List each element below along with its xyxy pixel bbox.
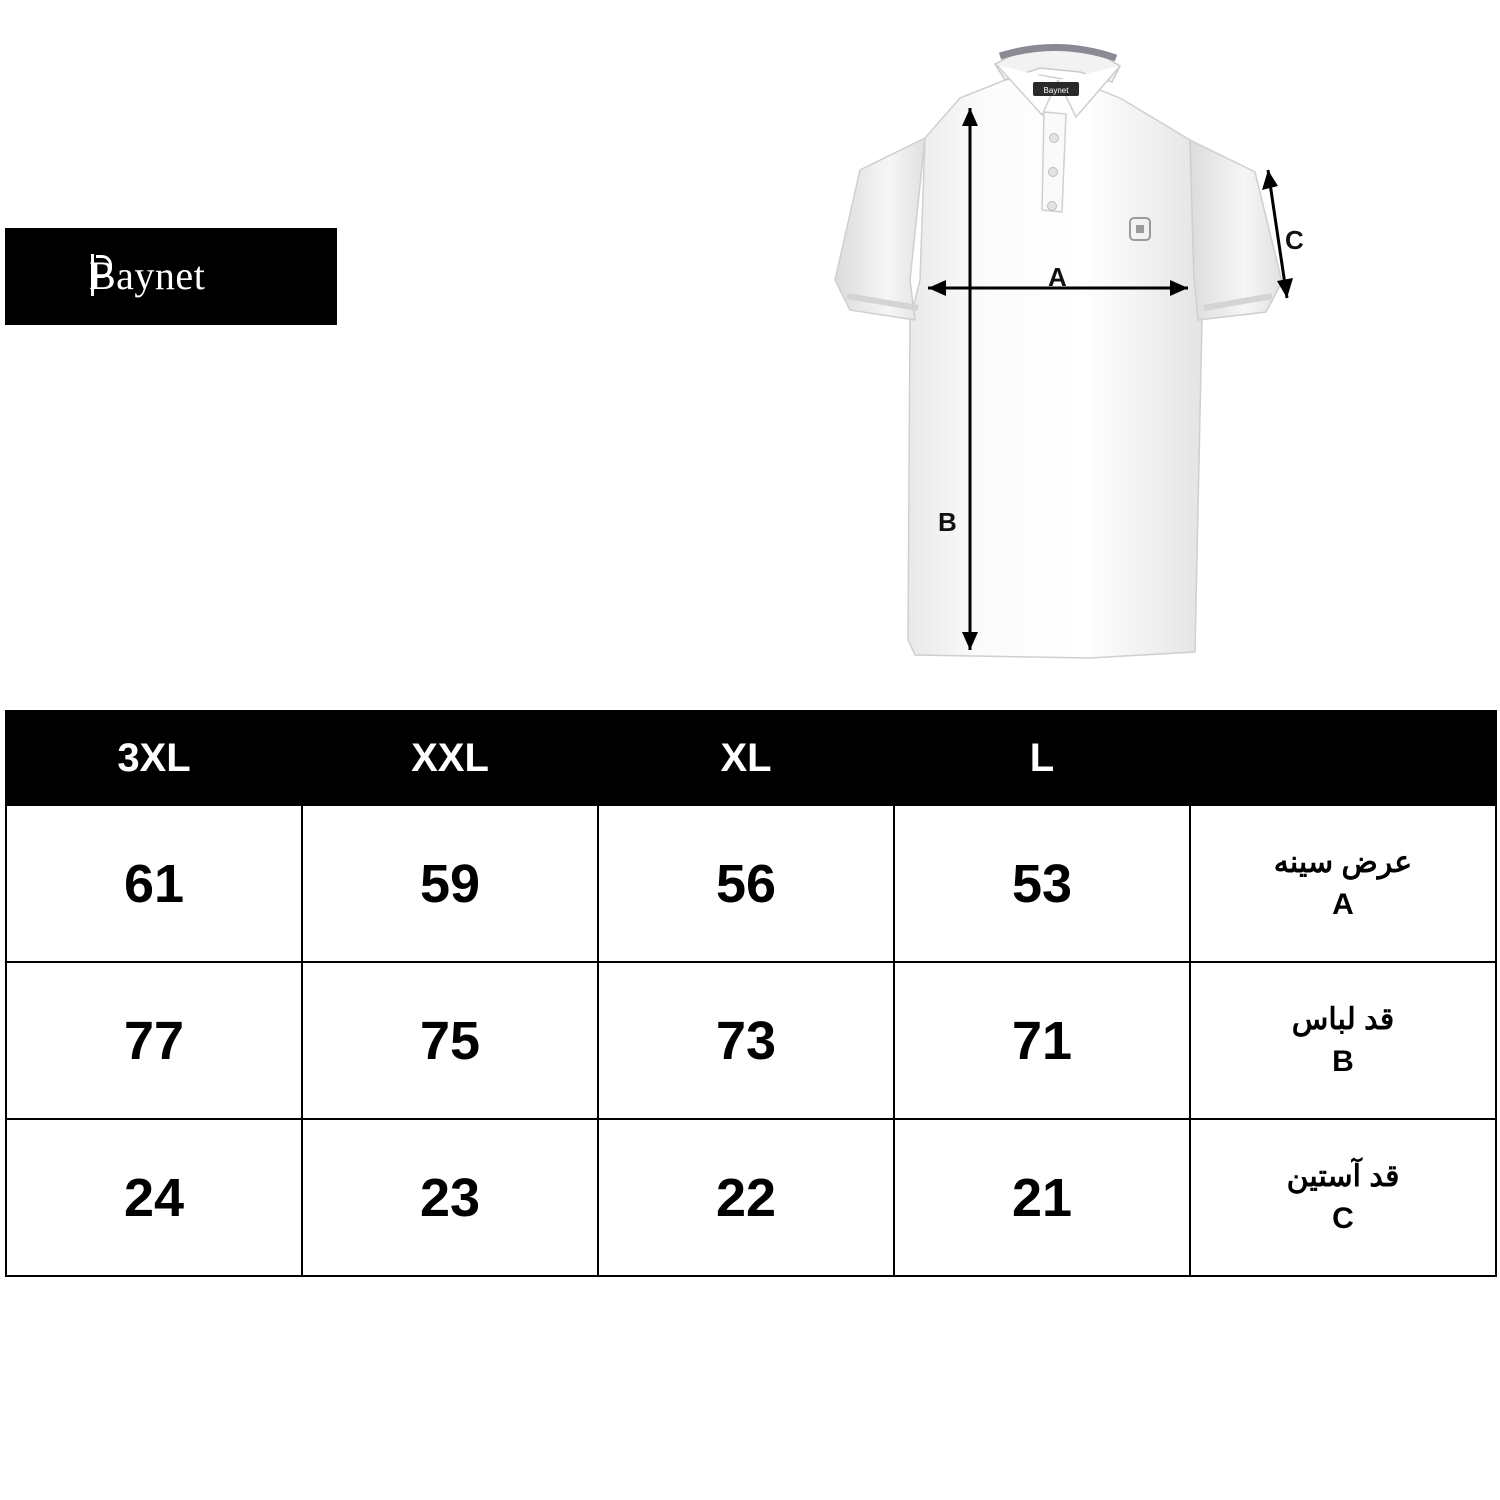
table-row [6,1119,1496,1276]
size-chart-table [5,710,1497,1277]
cell-sleeve-l: 21 [894,1119,1190,1276]
row-label-chest [1190,805,1496,962]
row-label-chest-code: A [1332,887,1354,921]
brand-logo-block [5,228,337,325]
row-label-length-fa: قد لباس [1291,1002,1395,1036]
table-header-row [6,711,1496,805]
measure-label-length: B [938,507,957,537]
svg-text:Baynet: Baynet [1043,86,1069,95]
cell-length-3xl: 77 [6,962,302,1119]
row-label-length [1190,962,1496,1119]
header-cell-xl: XL [598,711,894,805]
header-cell-l: L [894,711,1190,805]
table-row [6,805,1496,962]
header-cell-3xl: 3XL [6,711,302,805]
cell-length-xl: 73 [598,962,894,1119]
row-label-length-code: B [1332,1044,1354,1078]
cell-chest-xl: 56 [598,805,894,962]
row-label-sleeve-code: C [1332,1201,1354,1235]
cell-sleeve-xxl: 23 [302,1119,598,1276]
cell-chest-xxl: 59 [302,805,598,962]
polo-shirt-graphic [790,20,1350,680]
measure-label-sleeve: C [1285,225,1304,255]
cell-sleeve-xl: 22 [598,1119,894,1276]
header-cell-measure [1190,711,1496,805]
table-row [6,962,1496,1119]
cell-sleeve-3xl: 24 [6,1119,302,1276]
shirt-illustration [790,20,1350,680]
cell-length-l: 71 [894,962,1190,1119]
cell-chest-3xl: 61 [6,805,302,962]
header-cell-xxl: XXL [302,711,598,805]
brand-name: Baynet [89,253,206,298]
measure-label-chest: A [1048,262,1067,292]
cell-length-xxl: 75 [302,962,598,1119]
row-label-sleeve [1190,1119,1496,1276]
cell-chest-l: 53 [894,805,1190,962]
row-label-sleeve-fa: قد آستین [1286,1159,1400,1193]
row-label-chest-fa: عرض سینه [1273,845,1413,879]
